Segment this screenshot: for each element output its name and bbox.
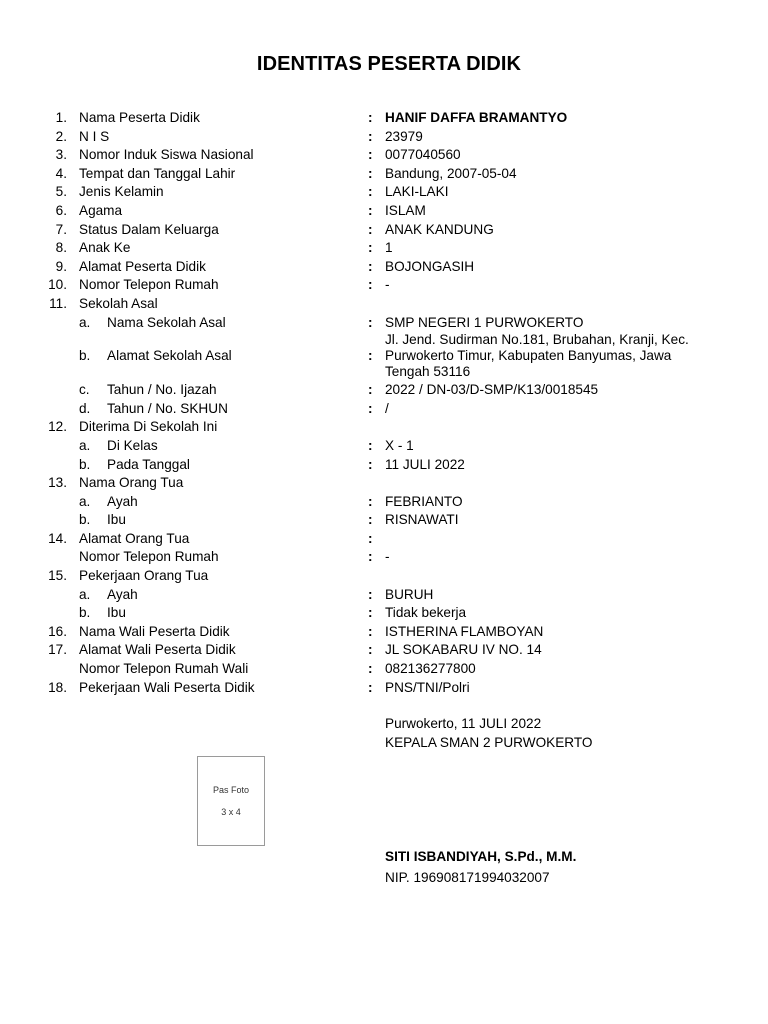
- colon: :: [368, 202, 373, 218]
- row-label: Ibu: [107, 512, 126, 528]
- row-telepon-wali: [0, 660, 768, 679]
- row-label: Nama Peserta Didik: [79, 110, 200, 125]
- row-value: BOJONGASIH: [385, 258, 475, 274]
- row-label: Pada Tanggal: [107, 456, 190, 472]
- row-number: 17.: [48, 642, 67, 658]
- colon: :: [368, 147, 373, 163]
- row-alamat-peserta: [0, 258, 768, 277]
- row-number: 1.: [55, 110, 67, 125]
- row-label: Nama Wali Peserta Didik: [79, 623, 230, 639]
- row-label: Alamat Peserta Didik: [79, 258, 206, 274]
- row-label: Tahun / No. Ijazah: [107, 382, 217, 398]
- row-ayah: [0, 493, 768, 512]
- row-number: 4.: [55, 165, 67, 181]
- row-value: 082136277800: [385, 661, 476, 677]
- row-number: 8.: [55, 240, 67, 256]
- row-nama-orang-tua: [0, 474, 768, 493]
- row-sekolah-asal: [0, 295, 768, 314]
- signature-role: KEPALA SMAN 2 PURWOKERTO: [385, 734, 593, 750]
- row-number: 15.: [48, 568, 67, 584]
- row-label: Tahun / No. SKHUN: [107, 400, 228, 416]
- photo-placeholder: [197, 756, 265, 846]
- row-number: 13.: [48, 475, 67, 491]
- row-label: Nama Orang Tua: [79, 475, 184, 491]
- row-label: Ayah: [107, 586, 138, 602]
- row-ibu: [0, 511, 768, 530]
- colon: :: [368, 382, 373, 398]
- row-alamat-sekolah-asal: [0, 332, 768, 381]
- row-pekerjaan-orang-tua: [0, 567, 768, 586]
- row-value: X - 1: [385, 437, 414, 453]
- row-anak-ke: [0, 239, 768, 258]
- row-label: Agama: [79, 202, 123, 218]
- row-telepon-rumah: [0, 276, 768, 295]
- row-label: Alamat Orang Tua: [79, 530, 190, 546]
- row-label: Pekerjaan Wali Peserta Didik: [79, 679, 255, 695]
- colon: :: [368, 221, 373, 237]
- row-pekerjaan-wali: [0, 679, 768, 698]
- row-number: 11.: [49, 295, 67, 311]
- row-pekerjaan-ibu: [0, 604, 768, 623]
- colon: :: [368, 184, 373, 200]
- colon: :: [368, 605, 373, 621]
- colon: :: [368, 549, 373, 565]
- row-alamat-orang-tua: [0, 530, 768, 549]
- colon: :: [368, 258, 373, 274]
- row-label: N I S: [79, 128, 110, 144]
- row-value: PNS/TNI/Polri: [385, 679, 470, 695]
- row-number: 12.: [48, 419, 67, 435]
- row-number: 10.: [48, 277, 67, 293]
- signer-name: SITI ISBANDIYAH, S.Pd., M.M.: [385, 849, 577, 864]
- colon: :: [368, 623, 373, 639]
- row-label: Tempat dan Tanggal Lahir: [79, 165, 236, 181]
- row-label: Status Dalam Keluarga: [79, 221, 219, 237]
- row-nama-wali: [0, 623, 768, 642]
- row-value: /: [385, 400, 389, 416]
- row-label: Alamat Wali Peserta Didik: [79, 642, 236, 658]
- row-di-kelas: [0, 437, 768, 456]
- row-value: 1: [385, 240, 393, 256]
- signer-nip: NIP. 196908171994032007: [385, 870, 550, 885]
- row-letter: d.: [79, 400, 91, 416]
- row-letter: a.: [79, 586, 91, 602]
- row-jenis-kelamin: [0, 183, 768, 202]
- row-value: 2022 / DN-03/D-SMP/K13/0018545: [385, 382, 599, 398]
- colon: :: [368, 128, 373, 144]
- row-value: ISLAM: [385, 202, 426, 218]
- row-nis: [0, 128, 768, 147]
- row-nama-peserta: [0, 109, 768, 128]
- colon: :: [368, 437, 373, 453]
- row-number: 9.: [55, 258, 67, 274]
- row-number: 18.: [48, 679, 67, 695]
- identity-list: [0, 109, 768, 697]
- row-number: 6.: [55, 202, 67, 218]
- row-label: Jenis Kelamin: [79, 184, 164, 200]
- row-nisn: [0, 146, 768, 165]
- colon: :: [368, 530, 373, 546]
- row-value: JL SOKABARU IV NO. 14: [385, 642, 542, 658]
- row-label: Ayah: [107, 493, 138, 509]
- colon: :: [368, 240, 373, 256]
- row-pada-tanggal: [0, 456, 768, 475]
- row-value: Bandung, 2007-05-04: [385, 165, 517, 181]
- colon: :: [368, 456, 373, 472]
- row-label: Nomor Telepon Rumah Wali: [79, 661, 249, 677]
- colon: :: [368, 512, 373, 528]
- document-title: IDENTITAS PESERTA DIDIK: [256, 53, 522, 75]
- colon: :: [368, 277, 373, 293]
- row-number: 2.: [55, 128, 67, 144]
- photo-size: 3 x 4: [221, 807, 241, 817]
- row-value: Tidak bekerja: [385, 605, 467, 621]
- colon: :: [368, 314, 373, 330]
- row-value: -: [385, 549, 390, 565]
- row-skhun: [0, 400, 768, 419]
- row-label: Pekerjaan Orang Tua: [79, 568, 209, 584]
- row-letter: b.: [79, 605, 91, 621]
- row-value: 23979: [385, 128, 423, 144]
- row-status-keluarga: [0, 221, 768, 240]
- row-number: 14.: [48, 530, 67, 546]
- row-telepon-orang-tua: [0, 548, 768, 567]
- row-value: -: [385, 277, 390, 293]
- row-nama-sekolah-asal: [0, 314, 768, 333]
- row-letter: b.: [79, 512, 91, 528]
- row-letter: b.: [79, 348, 91, 364]
- row-value: HANIF DAFFA BRAMANTYO: [385, 110, 568, 125]
- row-label: Ibu: [107, 605, 126, 621]
- row-value: 11 JULI 2022: [385, 456, 465, 472]
- row-ijazah: [0, 381, 768, 400]
- row-value: 0077040560: [385, 147, 461, 163]
- row-diterima: [0, 418, 768, 437]
- colon: :: [368, 165, 373, 181]
- row-label: Nomor Telepon Rumah: [79, 277, 219, 293]
- row-agama: [0, 202, 768, 221]
- colon: :: [368, 642, 373, 658]
- row-label: Diterima Di Sekolah Ini: [79, 419, 218, 435]
- colon: :: [368, 400, 373, 416]
- row-number: 16.: [48, 623, 67, 639]
- row-label: Nama Sekolah Asal: [107, 314, 226, 330]
- row-letter: a.: [79, 314, 91, 330]
- colon: :: [368, 679, 373, 695]
- colon: :: [368, 661, 373, 677]
- row-value: ISTHERINA FLAMBOYAN: [385, 623, 544, 639]
- colon: :: [368, 493, 373, 509]
- colon: :: [368, 586, 373, 602]
- colon: :: [368, 110, 373, 125]
- row-value: BURUH: [385, 586, 434, 602]
- row-letter: c.: [79, 382, 90, 398]
- row-value: Jl. Jend. Sudirman No.181, Brubahan, Kranji, Kec. Purwokerto Timur, Kabupaten Banyumas, Jawa Tengah 53116: [385, 332, 689, 380]
- row-label: Alamat Sekolah Asal: [107, 348, 232, 364]
- row-label: Sekolah Asal: [79, 295, 158, 311]
- row-ttl: [0, 165, 768, 184]
- row-letter: a.: [79, 493, 91, 509]
- photo-label: Pas Foto: [212, 785, 250, 795]
- row-label: Anak Ke: [79, 240, 131, 256]
- signature-place-date: Purwokerto, 11 JULI 2022: [385, 716, 542, 731]
- row-number: 3.: [55, 147, 67, 163]
- row-pekerjaan-ayah: [0, 586, 768, 605]
- row-value: LAKI-LAKI: [385, 184, 449, 200]
- row-letter: a.: [79, 437, 91, 453]
- row-value: ANAK KANDUNG: [385, 221, 494, 237]
- row-value: FEBRIANTO: [385, 493, 463, 509]
- colon: :: [368, 348, 373, 364]
- row-number: 7.: [55, 221, 67, 237]
- row-value: SMP NEGERI 1 PURWOKERTO: [385, 314, 584, 330]
- row-number: 5.: [55, 184, 67, 200]
- row-label: Nomor Induk Siswa Nasional: [79, 147, 254, 163]
- row-label: Nomor Telepon Rumah: [79, 549, 219, 565]
- row-value: RISNAWATI: [385, 512, 459, 528]
- row-label: Di Kelas: [107, 437, 158, 453]
- row-letter: b.: [79, 456, 91, 472]
- row-alamat-wali: [0, 641, 768, 660]
